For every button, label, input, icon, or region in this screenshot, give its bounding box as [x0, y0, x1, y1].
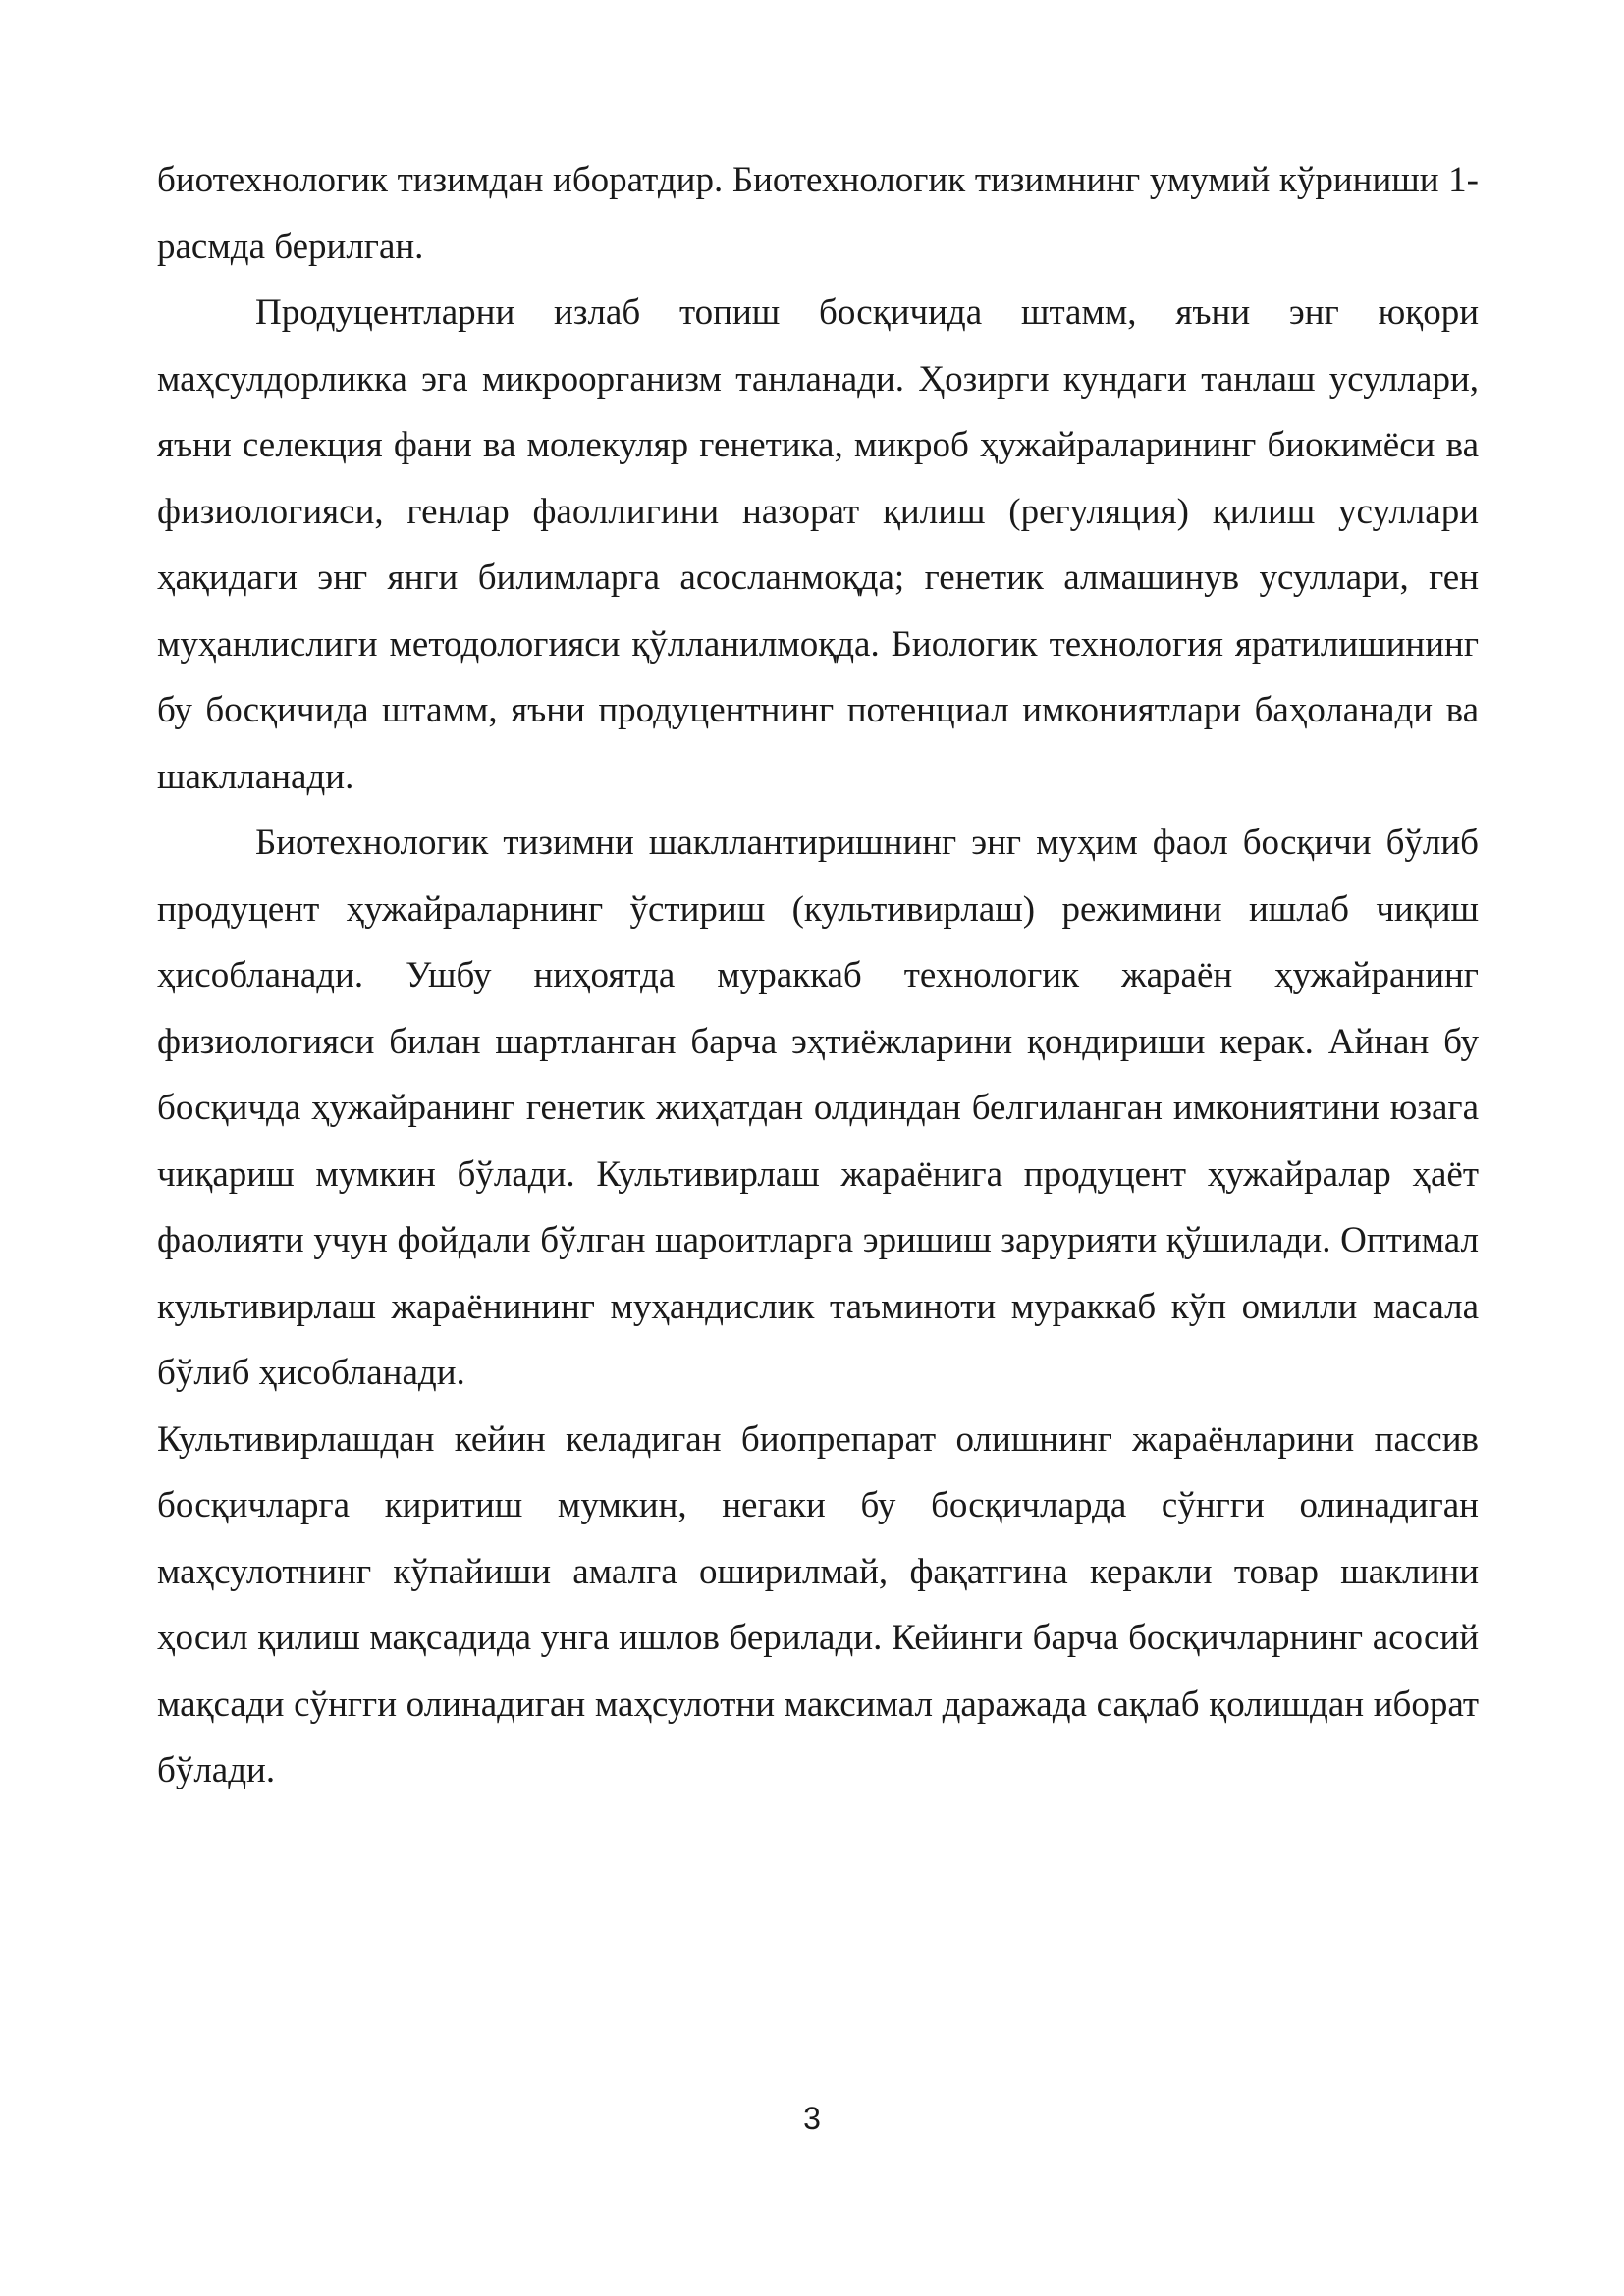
paragraph-passive-stages: Культивирлашдан кейин келадиган биопрепарат олишнинг жараёнларини пассив босқичларга киритиш мумкин, негаки бу босқичларда сўнгги олинадиган маҳсулотнинг кўпайиши амалга оширилмай, фақатгина керакли товар шаклини ҳосил қилиш мақсадида унга ишлов берилади. Кейинги барча босқичларнинг асосий мақсади сўнгги олинадиган маҳсулотни максимал даражада сақлаб қолишдан иборат бўлади. [157, 1418, 1479, 1790]
page-number: 3 [803, 2101, 821, 2136]
paragraph-continuation: биотехнологик тизимдан иборатдир. Биотехнологик тизимнинг умумий кўриниши 1-расмда берилган. [157, 160, 1479, 267]
paragraph-producers: Продуцентларни излаб топиш босқичида штамм, яъни энг юқори маҳсулдорликка эга микроорганизм танланади. Ҳозирги кундаги танлаш усуллари, яъни селекция фани ва молекуляр генетика, микроб ҳужайраларининг биокимёси ва физиологияси, генлар фаоллигини назорат қилиш (регуляция) қилиш усуллари ҳақидаги энг янги билимларга асосланмоқда; генетик алмашинув усуллари, ген муҳанлислиги методологияси қўлланилмоқда. Биологик технология яратилишининг бу босқичида штамм, яъни продуцентнинг потенциал имкониятлари баҳоланади ва шаклланади. [157, 293, 1479, 797]
body-text [157, 147, 1479, 1804]
paragraph-cultivation: Биотехнологик тизимни шакллантиришнинг энг муҳим фаол босқичи бўлиб продуцент ҳужайраларнинг ўстириш (культивирлаш) режимини ишлаб чиқиш ҳисобланади. Ушбу ниҳоятда мураккаб технологик жараён ҳужайранинг физиологияси билан шартланган барча эҳтиёжларини қондириши керак. Айнан бу босқичда ҳужайранинг генетик жиҳатдан олдиндан белгиланган имкониятини юзага чиқариш мумкин бўлади. Культивирлаш жараёнига продуцент ҳужайралар ҳаёт фаолияти учун фойдали бўлган шароитларга эришиш зарурияти қўшилади. Оптимал культивирлаш жараёнининг муҳандислик таъминоти мураккаб кўп омилли масала бўлиб ҳисобланади. [157, 823, 1479, 1393]
